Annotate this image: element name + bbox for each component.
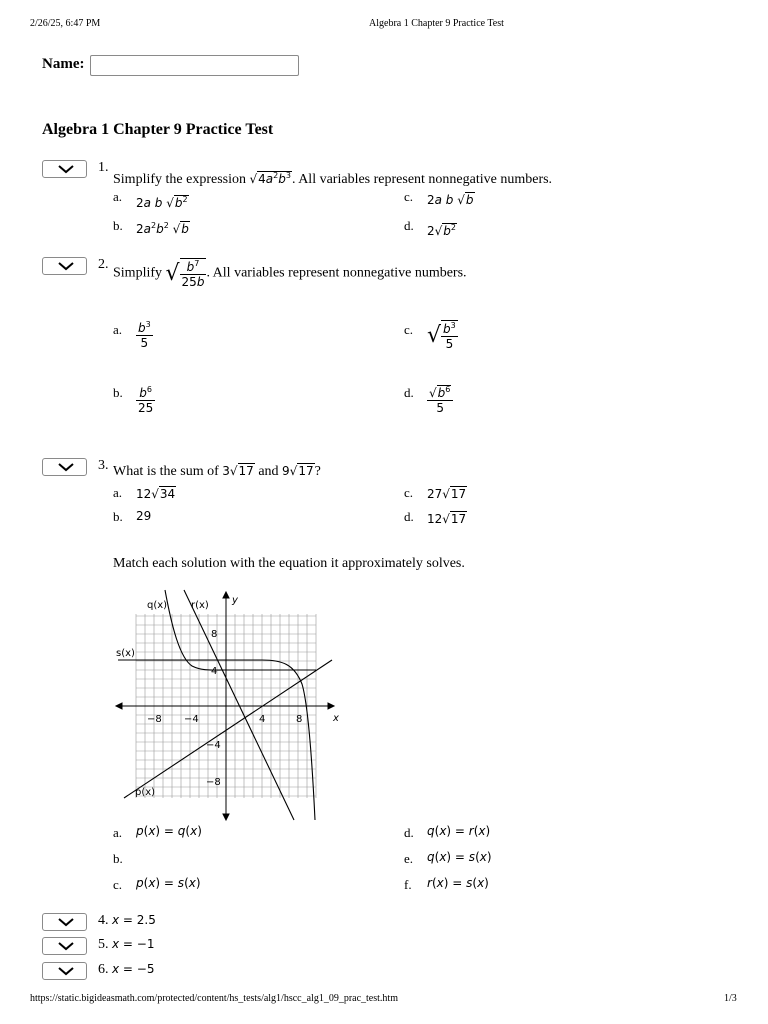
x-tick-label: 4 (259, 714, 266, 725)
option-label: a. (113, 322, 123, 337)
y-tick-label: 4 (211, 666, 218, 677)
print-doc-title: Algebra 1 Chapter 9 Practice Test (369, 18, 504, 29)
option-math: 2a b $√b^2$ (136, 195, 188, 210)
option-label: a. (113, 825, 123, 840)
option-math: r(x) = s(x) (427, 876, 489, 890)
curve-label-q: q(x) (147, 600, 168, 611)
option-label: c. (404, 485, 414, 500)
option-math: $2a^2b^2$ √b (136, 221, 189, 236)
chevron-down-icon (58, 262, 74, 271)
question-number: 1. (98, 160, 109, 175)
option-math: $\frac{b^6}{25}$ (138, 385, 154, 415)
y-axis-label: y (232, 595, 238, 606)
curve-label-p: p(x) (135, 787, 156, 798)
question-prompt-q3: What is the sum of 3√17 and 9√17? (113, 464, 321, 479)
chevron-down-icon (58, 463, 74, 472)
answer-dropdown-q3[interactable] (42, 458, 87, 476)
option-math: p(x) = q(x) (136, 824, 202, 838)
answer-dropdown-q1[interactable] (42, 160, 87, 178)
name-field[interactable] (90, 55, 299, 76)
chevron-down-icon (58, 967, 74, 976)
x-axis-label: x (333, 713, 339, 724)
question-prompt-q2: Simplify √ $\frac{b^7}{25b}$ . All variables represent nonnegative numbers. (113, 259, 467, 289)
function-graph (112, 588, 344, 824)
option-label: c. (404, 322, 414, 337)
option-label: a. (113, 189, 123, 204)
option-math: q(x) = s(x) (427, 850, 492, 864)
page-title: Algebra 1 Chapter 9 Practice Test (42, 121, 274, 138)
option-label: d. (404, 385, 414, 400)
y-tick-label: −4 (206, 740, 221, 751)
print-timestamp: 2/26/25, 6:47 PM (30, 18, 101, 29)
answer-dropdown-q4[interactable] (42, 913, 87, 931)
answer-dropdown-q2[interactable] (42, 257, 87, 275)
option-math: $\frac{√b^6}{5}$ (427, 385, 453, 415)
curve-label-r: r(x) (191, 600, 209, 611)
option-value: 29 (136, 509, 152, 523)
option-math: p(x) = s(x) (136, 876, 201, 890)
option-math: 2a b √b (427, 193, 474, 207)
question-prompt-q1: Simplify the expression $√4a^2b^3$. All variables represent nonnegative numbers. (113, 171, 553, 187)
x-tick-label: −4 (184, 714, 199, 725)
option-math: 12√17 (427, 512, 467, 526)
option-label: a. (113, 485, 123, 500)
matching-instructions: Match each solution with the equation it approximately solves. (113, 556, 465, 571)
y-tick-label: 8 (211, 629, 218, 640)
x-tick-label: −8 (147, 714, 162, 725)
option-math: $2√b^2$ (427, 223, 456, 238)
chevron-down-icon (58, 942, 74, 951)
question-number: 3. (98, 458, 109, 473)
matching-item: 6. x = −5 (98, 962, 155, 977)
option-math: 12√34 (136, 487, 176, 501)
curve-r (184, 590, 294, 820)
print-url: https://static.bigideasmath.com/protected/content/hs_tests/alg1/hscc_alg1_09_prac_test.htm (30, 993, 398, 1004)
matching-item: 5. x = −1 (98, 937, 155, 952)
option-math: √ $\frac{b^3}{5}$ (427, 321, 456, 351)
option-label: d. (404, 509, 414, 524)
axes (116, 592, 334, 820)
option-label: b. (113, 509, 123, 524)
matching-item: 4. x = 2.5 (98, 913, 156, 928)
option-label: b. (113, 851, 123, 866)
option-label: c. (113, 877, 123, 892)
option-label: b. (113, 218, 123, 233)
answer-dropdown-q6[interactable] (42, 962, 87, 980)
page-number: 1/3 (724, 993, 737, 1004)
x-tick-label: 8 (296, 714, 303, 725)
curve-p (124, 660, 332, 798)
curve-q (165, 590, 316, 670)
option-label: d. (404, 218, 414, 233)
question-number: 2. (98, 257, 109, 272)
math-expression: $√4a^2b^3$ (249, 171, 291, 186)
option-label: e. (404, 851, 414, 866)
answer-dropdown-q5[interactable] (42, 937, 87, 955)
curve-label-s: s(x) (116, 648, 135, 659)
name-label: Name: (42, 56, 85, 72)
option-label: c. (404, 189, 414, 204)
option-math: $\frac{b^3}{5}$ (138, 320, 151, 350)
chevron-down-icon (58, 918, 74, 927)
chevron-down-icon (58, 165, 74, 174)
y-tick-label: −8 (206, 777, 221, 788)
option-math: 27√17 (427, 487, 467, 501)
option-label: d. (404, 825, 414, 840)
option-label: f. (404, 877, 412, 892)
option-label: b. (113, 385, 123, 400)
option-math: q(x) = r(x) (427, 824, 491, 838)
